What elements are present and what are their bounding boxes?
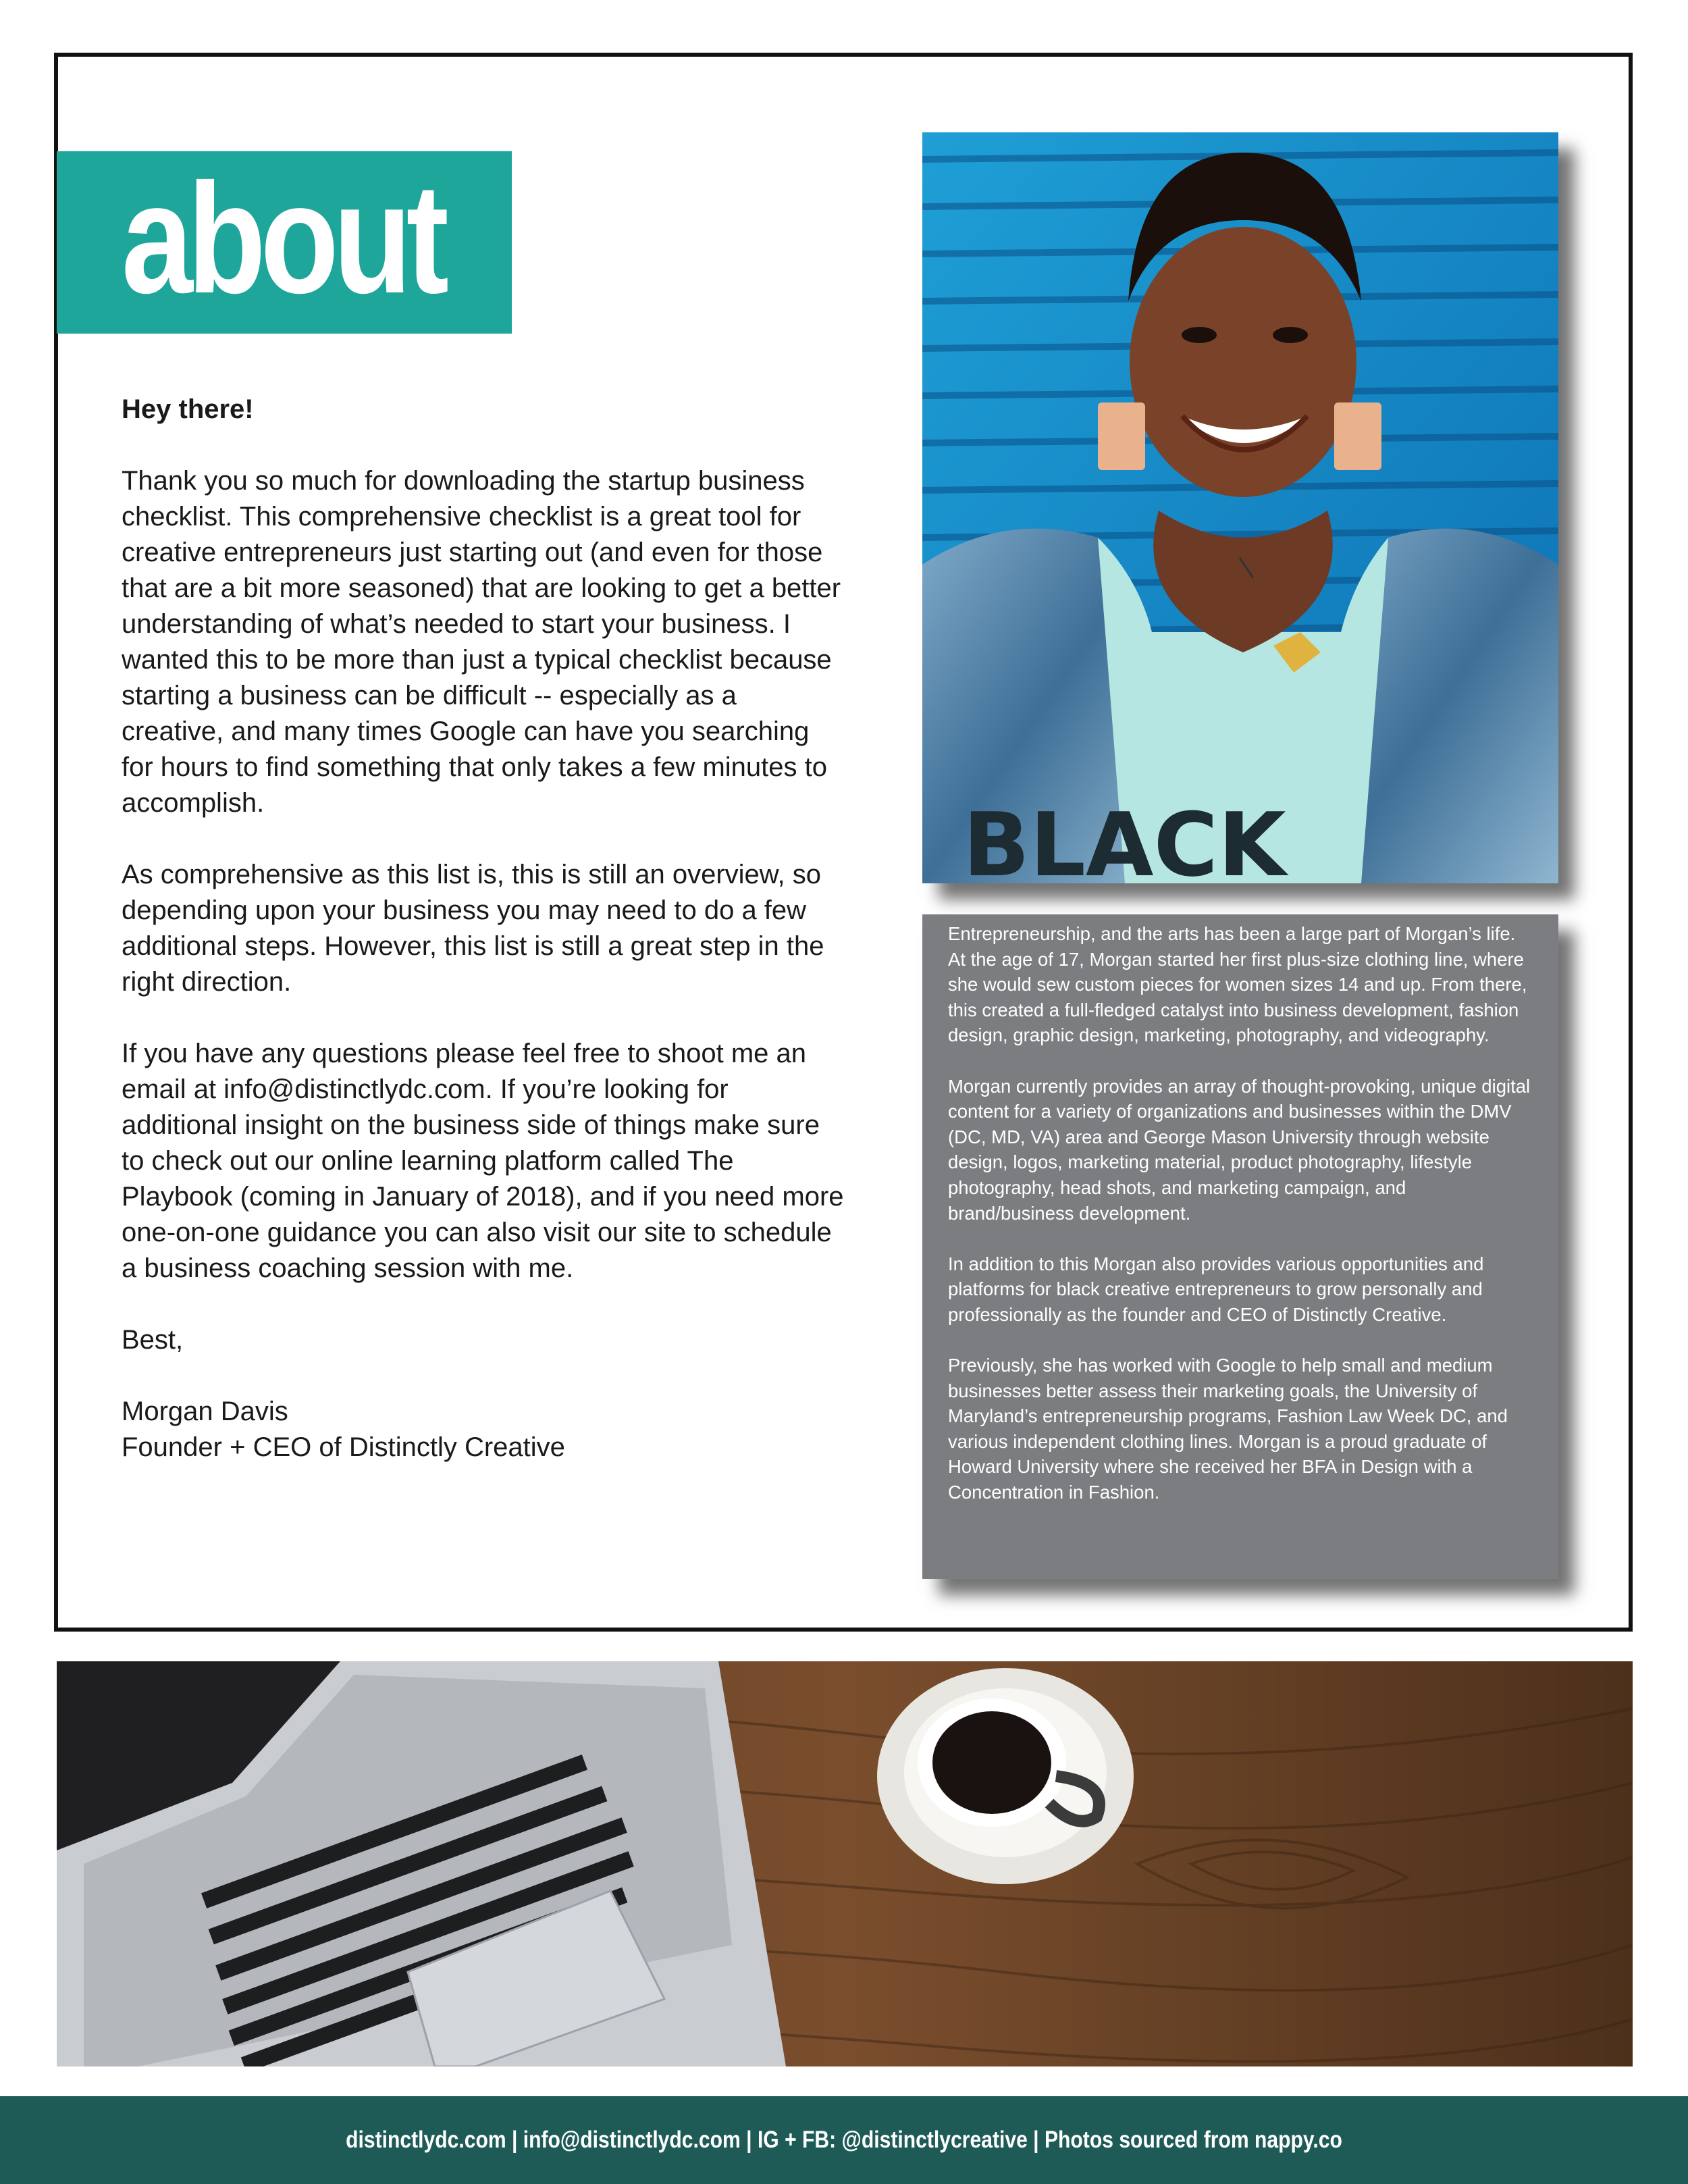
letter-greeting: Hey there! (122, 394, 254, 424)
bio-paragraph: Entrepreneurship, and the arts has been a large part of Morgan’s life. At the age of 17, Morgan started her first plus-size clothing line, where she would sew custom pieces for women sizes 14 and up. From there, this created a full-fledged catalyst into business development, fashion design, graphic design, marketing, photography, and videography. (948, 923, 1527, 1046)
about-title: about (122, 151, 444, 326)
portrait-photo (922, 132, 1558, 883)
desk-photo (57, 1661, 1633, 2066)
bio-paragraph: Previously, she has worked with Google to help small and medium businesses better assess their marketing goals, the University of Maryland’s entrepreneurship programs, Fashion Law Week DC, and various independent clothing lines. Morgan is a proud graduate of Howard University where she received her BFA in Design with a Concentration in Fashion. (948, 1355, 1508, 1503)
letter-paragraph: Thank you so much for downloading the startup business checklist. This comprehensive checklist is a great tool for creative entrepreneurs just starting out (and even for those that are a bit more seasoned) that are looking to get a better understanding of what’s needed to start your business. I wanted this to be more than just a typical checklist because starting a business can be difficult -- especially as a creative, and many times Google can have you searching for hours to find something that only takes a few minutes to accomplish. (122, 466, 841, 818)
bio-paragraph: In addition to this Morgan also provides various opportunities and platforms for black creative entrepreneurs to grow personally and professionally as the founder and CEO of Distinctly Creative. (948, 1253, 1484, 1325)
letter-paragraph: As comprehensive as this list is, this is still an overview, so depending upon your business you may need to do a few additional steps. However, this list is still a great step in the right direction. (122, 860, 824, 997)
bio-paragraph: Morgan currently provides an array of thought-provoking, unique digital content for a variety of organizations and businesses within the DMV (DC, MD, VA) area and George Mason University through website design, logos, marketing material, product photography, lifestyle photography, head shots, and marketing campaign, and brand/business development. (948, 1075, 1531, 1224)
shirt-text: BLACK (963, 794, 1286, 883)
welcome-letter (122, 392, 844, 1465)
signature-name: Morgan Davis (122, 1397, 288, 1426)
letter-closing: Best, (122, 1325, 184, 1355)
bio-panel (922, 914, 1558, 1579)
footer-bar (0, 2096, 1688, 2184)
footer-contact-text: distinctlydc.com | info@distinctlydc.com | IG + FB: @distinctlycreative | Photos sourced from nappy.co (346, 2127, 1342, 2153)
signature-title: Founder + CEO of Distinctly Creative (122, 1432, 565, 1462)
letter-paragraph: If you have any questions please feel free to shoot me an email at info@distinctlydc.com. If you’re looking for additional insight on the business side of things make sure to check out our online learning platform called The Playbook (coming in January of 2018), and if you need more one-on-one guidance you can also visit our site to schedule a business coaching session with me. (122, 1039, 844, 1283)
about-banner (57, 151, 512, 334)
